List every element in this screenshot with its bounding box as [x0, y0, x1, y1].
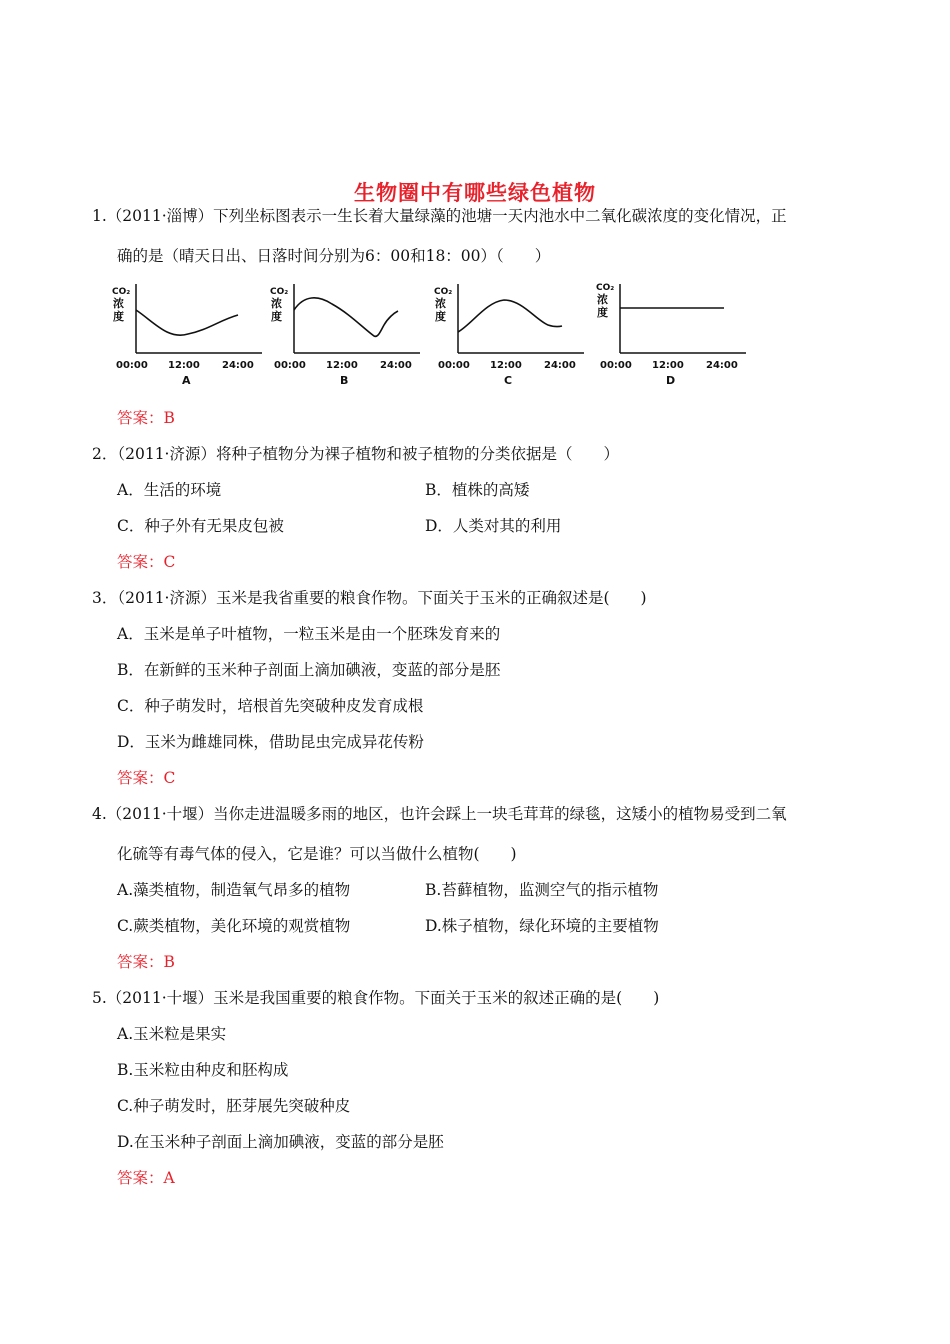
- q1-charts: [110, 280, 760, 390]
- q3-option-b: B．在新鲜的玉米种子剖面上滴加碘液，变蓝的部分是胚: [117, 661, 501, 679]
- chart-a-tick-3: 24:00: [222, 360, 254, 371]
- q1-answer: 答案：B: [117, 409, 175, 427]
- q4-answer: 答案：B: [117, 953, 175, 971]
- q5-option-d: D.在玉米种子剖面上滴加碘液，变蓝的部分是胚: [117, 1133, 444, 1151]
- chart-b-tick-1: 00:00: [274, 360, 306, 371]
- q3-answer: 答案：C: [117, 769, 176, 787]
- q5-option-a: A.玉米粒是果实: [117, 1025, 227, 1043]
- q4-option-b: B.苔藓植物，监测空气的指示植物: [425, 881, 659, 899]
- chart-c-tick-1: 00:00: [438, 360, 470, 371]
- q2-option-d: D．人类对其的利用: [425, 517, 562, 535]
- chart-c-curve: [458, 300, 562, 332]
- chart-d-y-label-1: 浓: [597, 293, 608, 306]
- q4-option-a: A.藻类植物，制造氧气昂多的植物: [117, 881, 351, 899]
- chart-b-tick-2: 12:00: [326, 360, 358, 371]
- chart-c-letter: C: [504, 374, 513, 387]
- page-title: 生物圈中有哪些绿色植物: [354, 180, 596, 205]
- chart-b-tick-3: 24:00: [380, 360, 412, 371]
- chart-b-curve: [294, 298, 398, 337]
- q2-option-b: B．植株的高矮: [425, 481, 530, 499]
- chart-a-y-label-1: 浓: [113, 297, 124, 310]
- chart-a-letter: A: [182, 374, 191, 387]
- chart-b: [268, 280, 428, 390]
- q2-stem: 2．（2011·济源）将种子植物分为裸子植物和被子植物的分类依据是（ ）: [92, 445, 619, 463]
- chart-b-letter: B: [340, 374, 349, 387]
- q3-option-a: A．玉米是单子叶植物，一粒玉米是由一个胚珠发育来的: [117, 625, 501, 643]
- q3-stem: 3．（2011·济源）玉米是我省重要的粮食作物。下面关于玉米的正确叙述是( ): [92, 589, 647, 607]
- q5-stem: 5.（2011·十堰）玉米是我国重要的粮食作物。下面关于玉米的叙述正确的是( ): [92, 989, 660, 1007]
- chart-d-tick-1: 00:00: [600, 360, 632, 371]
- q1-stem-line2: 确的是（晴天日出、日落时间分别为6：00和18：00）（ ）: [117, 247, 551, 265]
- q4-option-c: C.蕨类植物，美化环境的观赏植物: [117, 917, 351, 935]
- chart-d-y-label-2: 度: [597, 306, 608, 319]
- q3-option-c: C．种子萌发时，培根首先突破种皮发育成根: [117, 697, 424, 715]
- chart-a-curve: [136, 310, 238, 335]
- chart-c-y-label-2: 度: [435, 310, 446, 323]
- chart-a-co2-label: CO₂: [112, 287, 131, 297]
- chart-b-y-label-2: 度: [271, 310, 282, 323]
- chart-c: [432, 280, 592, 390]
- chart-a-y-label-2: 度: [113, 310, 124, 323]
- chart-c-y-label-1: 浓: [435, 297, 446, 310]
- chart-a: [110, 280, 270, 390]
- q5-option-b: B.玉米粒由种皮和胚构成: [117, 1061, 289, 1079]
- chart-a-tick-1: 00:00: [116, 360, 148, 371]
- chart-c-co2-label: CO₂: [434, 287, 453, 297]
- q2-option-c: C．种子外有无果皮包被: [117, 517, 284, 535]
- chart-d-co2-label: CO₂: [596, 283, 615, 293]
- chart-c-tick-2: 12:00: [490, 360, 522, 371]
- q2-option-a: A．生活的环境: [117, 481, 222, 499]
- q3-option-d: D．玉米为雌雄同株，借助昆虫完成异花传粉: [117, 733, 424, 751]
- q4-option-d: D.株子植物，绿化环境的主要植物: [425, 917, 659, 935]
- q5-option-c: C.种子萌发时，胚芽展先突破种皮: [117, 1097, 351, 1115]
- q4-stem-line2: 化硫等有毒气体的侵入，它是谁？可以当做什么植物( ): [117, 845, 517, 863]
- chart-c-tick-3: 24:00: [544, 360, 576, 371]
- chart-d-tick-3: 24:00: [706, 360, 738, 371]
- q5-answer: 答案：A: [117, 1169, 175, 1187]
- chart-d: [594, 280, 754, 390]
- chart-b-co2-label: CO₂: [270, 287, 289, 297]
- q2-answer: 答案：C: [117, 553, 176, 571]
- q1-stem-line1: 1.（2011·淄博）下列坐标图表示一生长着大量绿藻的池塘一天内池水中二氧化碳浓度的变化情况，正: [92, 207, 787, 225]
- q4-stem-line1: 4.（2011·十堰）当你走进温暖多雨的地区，也许会踩上一块毛茸茸的绿毯，这矮小的植物易受到二氧: [92, 805, 787, 823]
- chart-b-y-label-1: 浓: [271, 297, 282, 310]
- chart-d-letter: D: [666, 374, 676, 387]
- chart-a-tick-2: 12:00: [168, 360, 200, 371]
- chart-d-tick-2: 12:00: [652, 360, 684, 371]
